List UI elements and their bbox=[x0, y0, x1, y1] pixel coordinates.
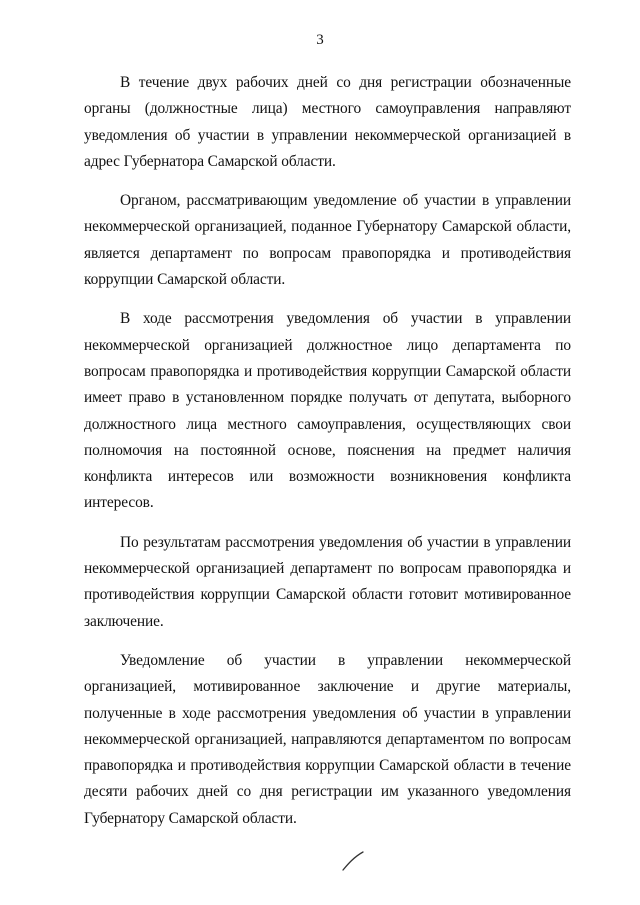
document-body bbox=[84, 70, 571, 844]
paragraph-notification-deadline: В течение двух рабочих дней со дня регистрации обозначенные органы (должностные лица) местного самоуправления направляют уведомления об участии в управлении некоммерческой организацией в адрес Губернатора Самарской области. bbox=[84, 74, 571, 170]
paragraph-reasoned-conclusion: По результатам рассмотрения уведомления об участии в управлении некоммерческой организацией департамент по вопросам правопорядка и противодействия коррупции Самарской области готовит мотивированное заключение. bbox=[84, 533, 571, 630]
paragraph-review-rights: В ходе рассмотрения уведомления об участии в управлении некоммерческой организацией должностное лицо департамента по вопросам правопорядка и противодействия коррупции Самарской области имеет право в установленном порядке получать от депутата, выборного должностного лица местного самоуправления, осуществляющих свои полномочия на постоянной основе, пояснения на предмет наличия конфликта интересов или возможности возникновения конфликта интересов. bbox=[84, 310, 571, 512]
pen-stroke-mark bbox=[340, 850, 366, 872]
paragraph-reviewing-body: Органом, рассматривающим уведомление об участии в управлении некоммерческой организацией, поданное Губернатору Самарской области, является департамент по вопросам правопорядка и противодействия коррупции Самарской области. bbox=[84, 192, 571, 289]
paragraph-forwarding-materials: Уведомление об участии в управлении некоммерческой организацией, мотивированное заключение и другие материалы, полученные в ходе рассмотрения уведомления об участии в управлении некоммерческой организацией, направляются департаментом по вопросам правопорядка и противодействия коррупции Самарской области в течение десяти рабочих дней со дня регистрации им указанного уведомления Губернатору Самарской области. bbox=[84, 651, 571, 827]
page-number: 3 bbox=[316, 32, 324, 48]
